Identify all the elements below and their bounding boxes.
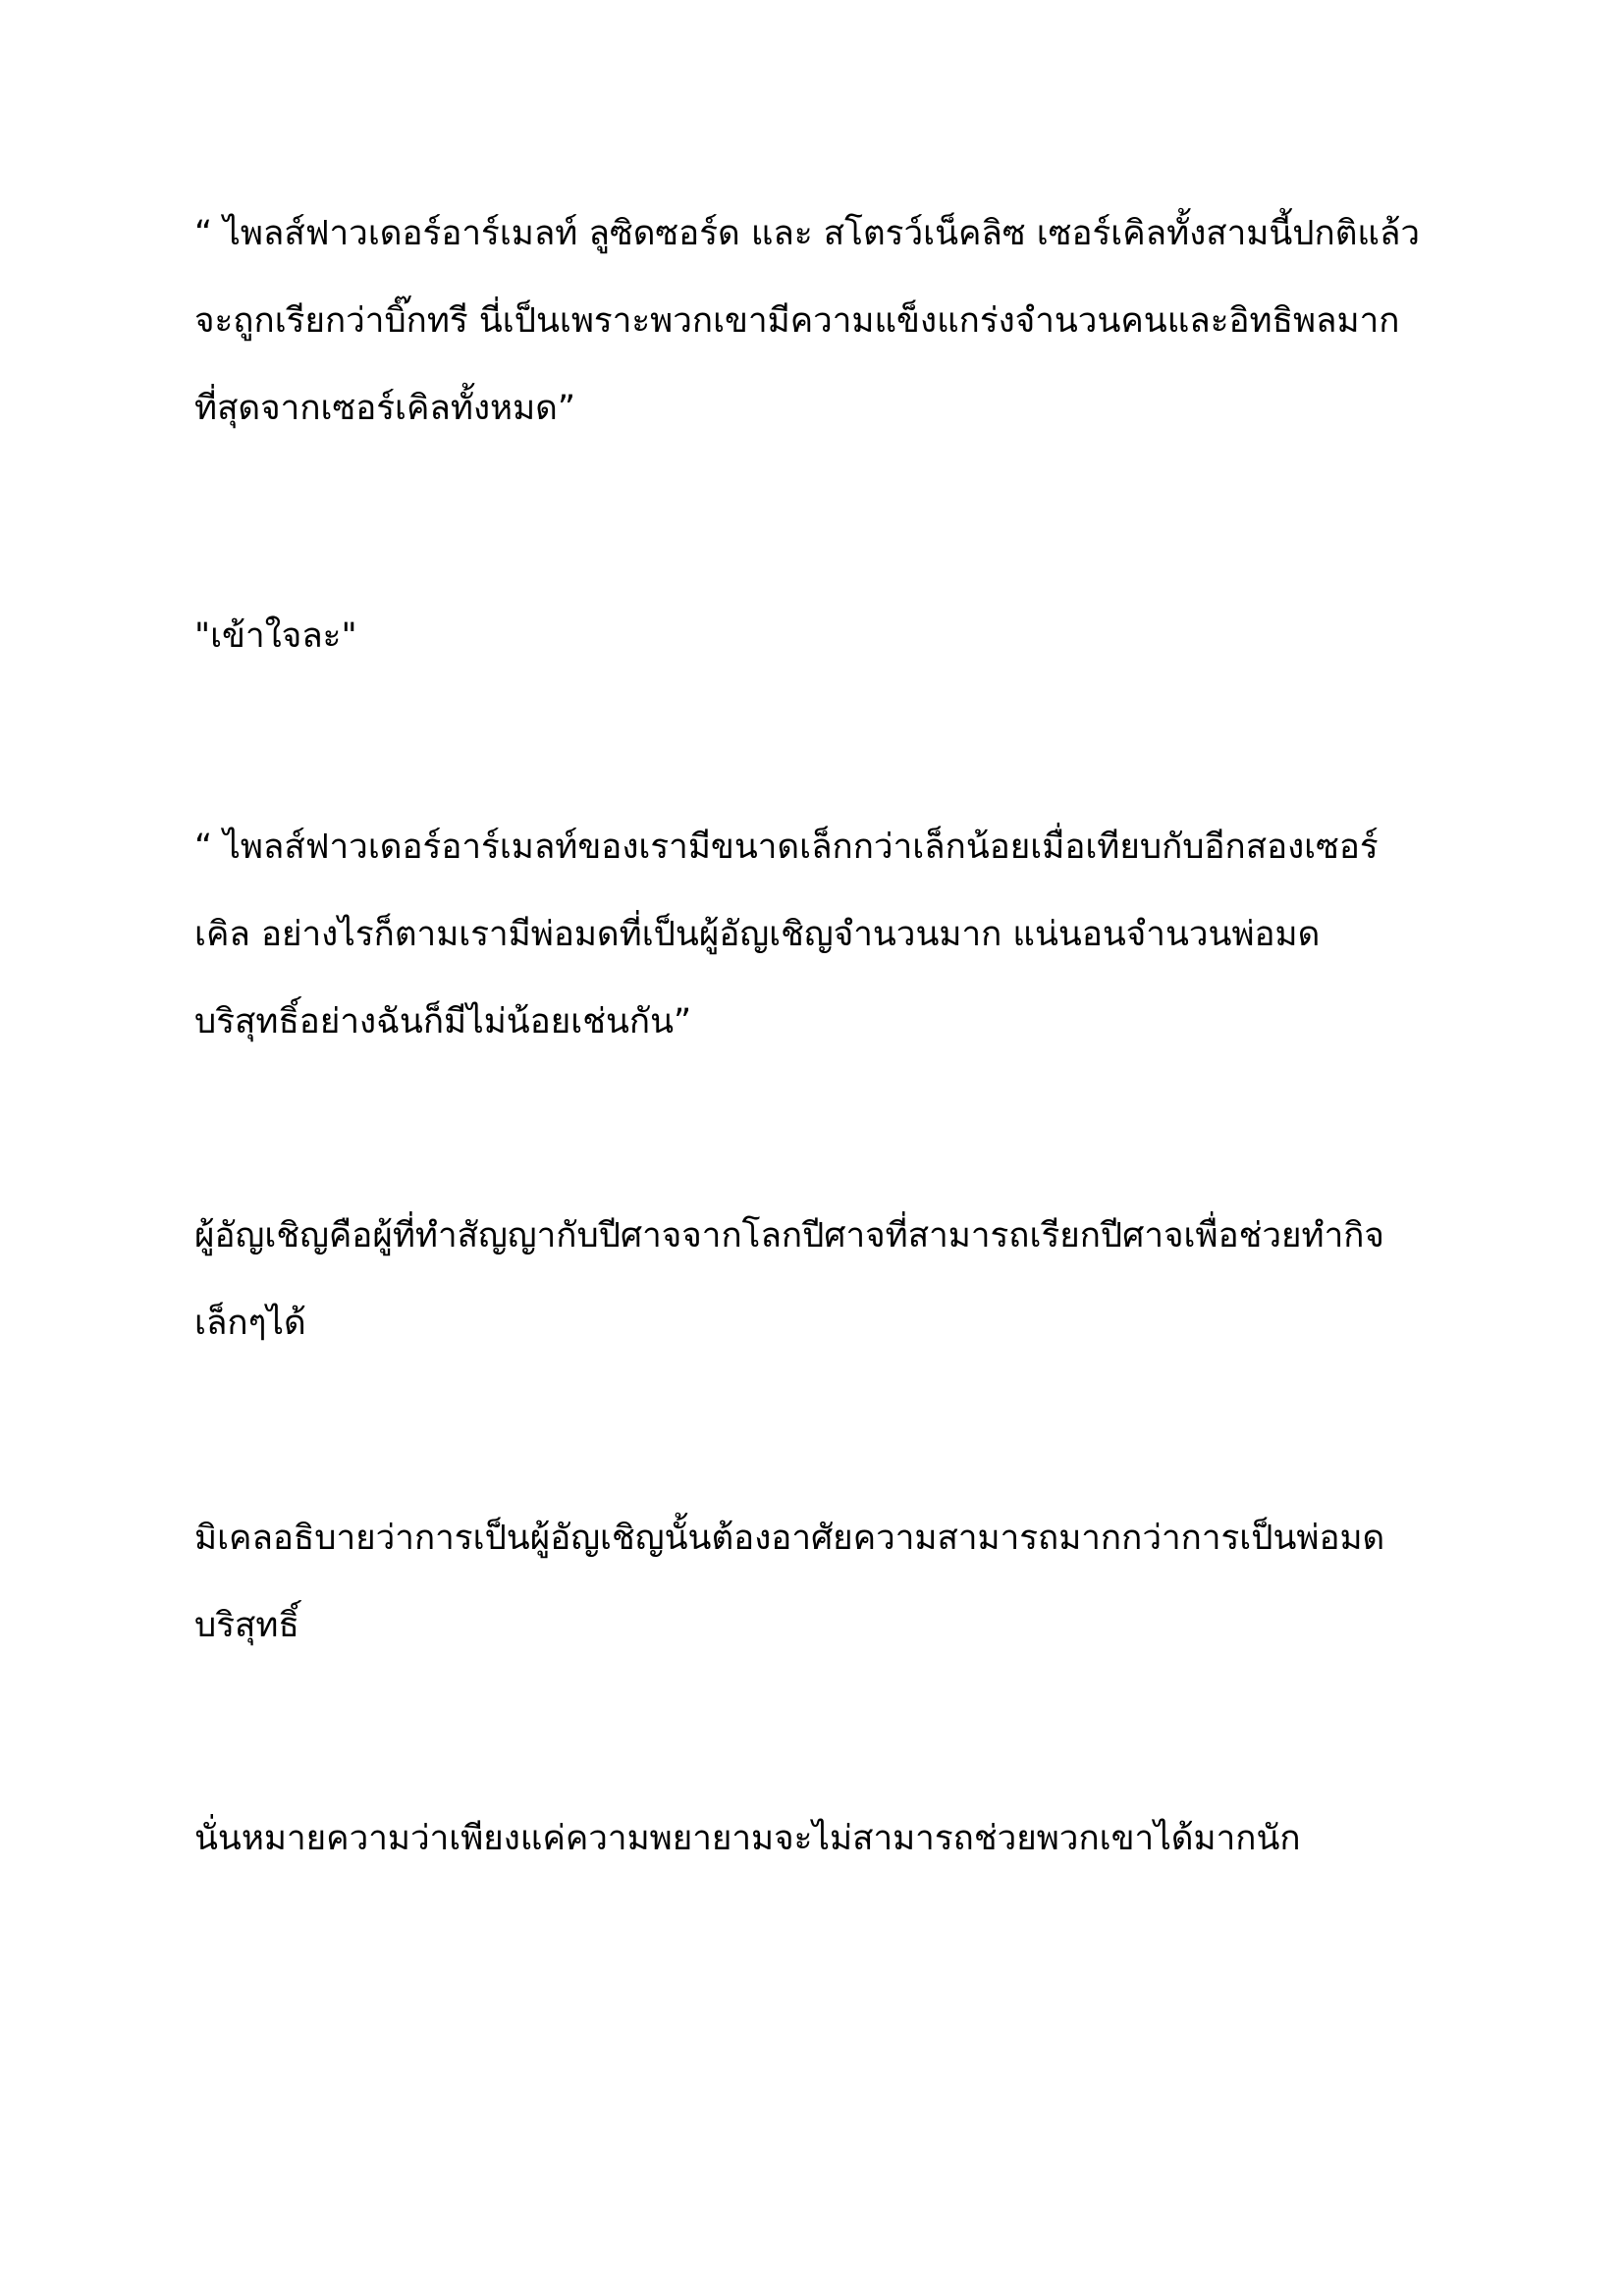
paragraph-line: บริสุทธิ์ [194,1606,299,1645]
paragraph-line: “ ไพลส์ฟาวเดอร์อาร์เมลท์ของเรามีขนาดเล็กกว่าเล็กน้อยเมื่อเทียบกับอีกสองเซอร์ [194,828,1379,867]
paragraph-line: "เข้าใจละ" [194,616,357,656]
paragraph-line: มิเคลอธิบายว่าการเป็นผู้อัญเชิญนั้นต้องอาศัยความสามารถมากกว่าการเป็นพ่อมด [194,1519,1385,1558]
paragraph-line: เคิล อย่างไรก็ตามเรามีพ่อมดที่เป็นผู้อัญเชิญจำนวนมาก แน่นอนจำนวนพ่อมด [194,915,1321,954]
paragraph-line: “ ไพลส์ฟาวเดอร์อาร์เมลท์ ลูซิดซอร์ด และ สโตรว์เน็คลิซ เซอร์เคิลทั้งสามนี้ปกติแล้ว [194,214,1421,253]
paragraph-line: จะถูกเรียกว่าบิ๊กทรี นี่เป็นเพราะพวกเขามีความแข็งแกร่งจำนวนคนและอิทธิพลมาก [194,301,1400,341]
paragraph-line: เล็กๆได้ [194,1304,306,1343]
paragraph-line: บริสุทธิ์อย่างฉันก็มีไม่น้อยเช่นกัน” [194,1002,692,1041]
paragraph-line: นั่นหมายความว่าเพียงแค่ความพยายามจะไม่สามารถช่วยพวกเขาได้มากนัก [194,1819,1301,1858]
paragraph-line: ที่สุดจากเซอร์เคิลทั้งหมด” [194,389,576,428]
paragraph-line: ผู้อัญเชิญคือผู้ที่ทำสัญญากับปีศาจจากโลกปีศาจที่สามารถเรียกปีศาจเพื่อช่วยทำกิจ [194,1216,1384,1255]
